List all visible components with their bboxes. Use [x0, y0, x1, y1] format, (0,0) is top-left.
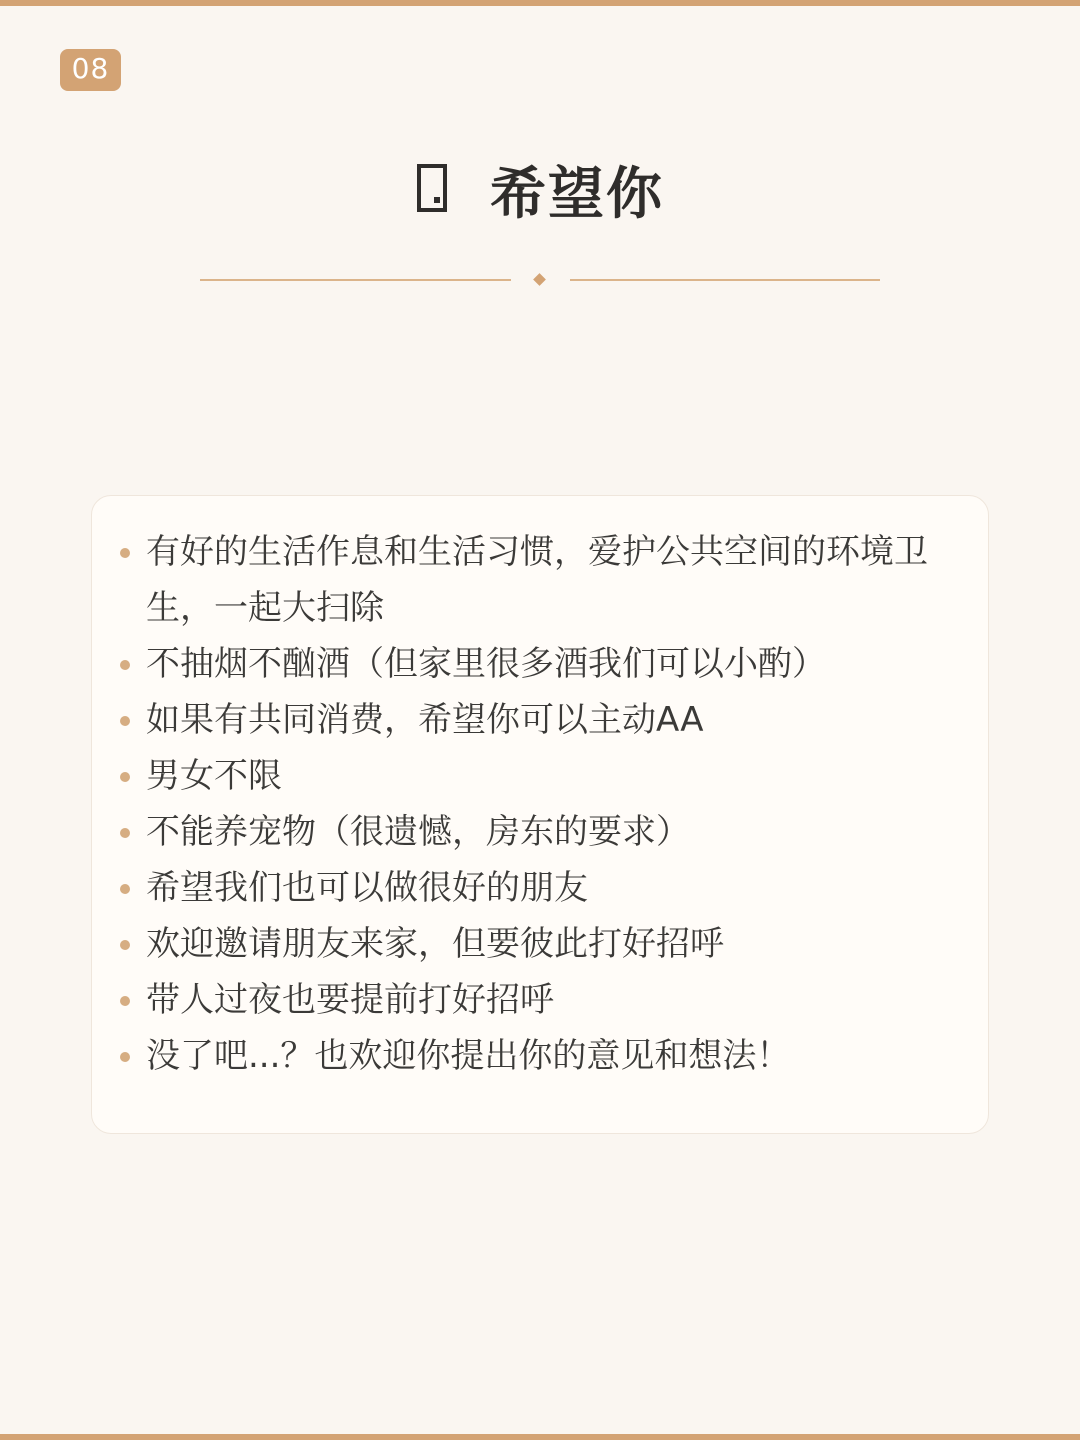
rule-text: 如果有共同消费，希望你可以主动AA: [146, 700, 704, 740]
header: [0, 150, 1080, 230]
rules-list: [118, 524, 948, 1084]
bullet-icon: [120, 660, 130, 670]
bullet-icon: [120, 716, 130, 726]
bullet-icon: [120, 828, 130, 838]
rule-item: [118, 636, 948, 692]
rule-text: 欢迎邀请朋友来家，但要彼此打好招呼: [146, 924, 724, 964]
rule-item: [118, 748, 948, 804]
divider-line-right: [570, 279, 880, 281]
rule-text: 不能养宠物（很遗憾，房东的要求）: [146, 812, 690, 852]
bullet-icon: [120, 996, 130, 1006]
bullet-icon: [120, 940, 130, 950]
rule-text: 有好的生活作息和生活习惯，爱护公共空间的环境卫生，一起大扫除: [146, 532, 928, 628]
bottom-accent-bar: [0, 1434, 1080, 1440]
rule-item: [118, 804, 948, 860]
bullet-icon: [120, 548, 130, 558]
divider-diamond-icon: [533, 273, 546, 286]
rule-item: [118, 972, 948, 1028]
rule-text: 带人过夜也要提前打好招呼: [146, 980, 554, 1020]
rule-item: [118, 916, 948, 972]
top-accent-bar: [0, 0, 1080, 6]
rule-text: 希望我们也可以做很好的朋友: [146, 868, 588, 908]
rule-text: 不抽烟不酗酒（但家里很多酒我们可以小酌）: [146, 644, 826, 684]
page-title: 希望你: [490, 162, 664, 227]
phone-icon: [416, 163, 452, 217]
rule-text: 男女不限: [146, 756, 282, 796]
rule-item: [118, 524, 948, 636]
rule-text: 没了吧...？也欢迎你提出你的意见和想法！: [146, 1036, 791, 1076]
bullet-icon: [120, 772, 130, 782]
bullet-icon: [120, 1052, 130, 1062]
divider-line-left: [200, 279, 511, 281]
rule-item: [118, 860, 948, 916]
rule-item: [118, 692, 948, 748]
title-divider: [200, 272, 880, 288]
bullet-icon: [120, 884, 130, 894]
rule-item: [118, 1028, 948, 1084]
page-number-badge: 08: [60, 49, 121, 91]
rules-card: [91, 495, 989, 1134]
